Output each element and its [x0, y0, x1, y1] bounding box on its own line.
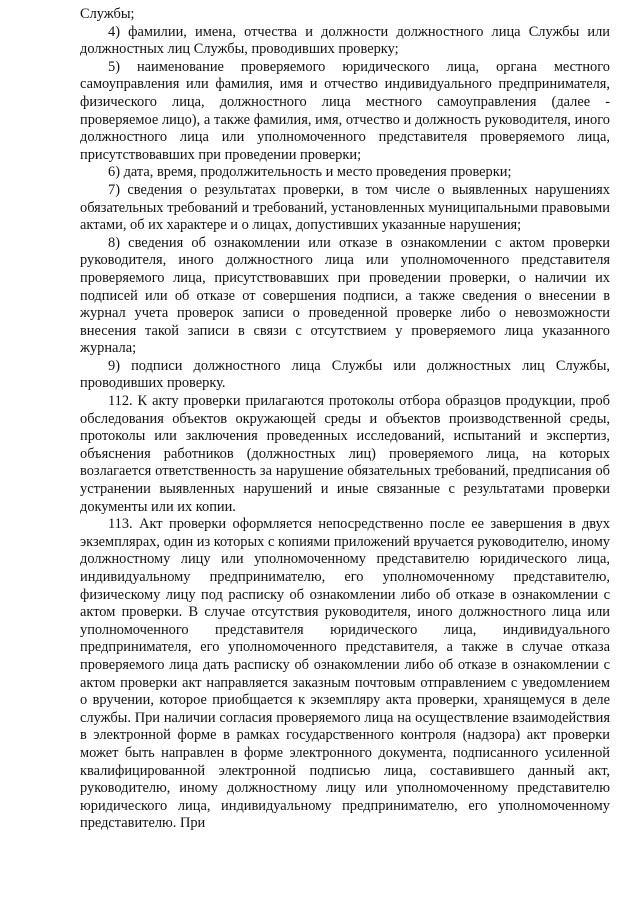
paragraph-clause-113: 113. Акт проверки оформляется непосредственно после ее завершения в двух экземплярах, один из которых с копиями приложений вручается руководителю, иному должностному лицу или уполномоченному представителю юридического лица, индивидуальному предпринимателю, его уполномоченному представителю, физическому лицу под расписку об ознакомлении либо об отказе в ознакомлении с актом проверки. В случае отсутствия руководителя, иного должностного лица или уполномоченного представителя юридического лица, индивидуального предпринимателя, его уполномоченного представителя, а также в случае отказа проверяемого лица дать расписку об ознакомлении либо об отказе в ознакомлении с актом проверки акт направляется заказным почтовым отправлением с уведомлением о вручении, которое приобщается к экземпляру акта проверки, хранящемуся в деле службы. При наличии согласия проверяемого лица на осуществление взаимодействия в электронной форме в рамках государственного контроля (надзора) акт проверки может быть направлен в форме электронного документа, подписанного усиленной квалифицированной электронной подписью лица, составившего данный акт, руководителю, иному должностному лицу или уполномоченному представителю юридического лица, индивидуальному предпринимателю, его уполномоченному представителю. При	[80, 516, 610, 832]
paragraph-item-6: 6) дата, время, продолжительность и место проведения проверки;	[108, 164, 512, 181]
paragraph-clause-112: 112. К акту проверки прилагаются протоколы отбора образцов продукции, проб обследования объектов окружающей среды и объектов производственной среды, протоколы или заключения проведенных исследований, испытаний и экспертиз, объяснения работников (должностных лиц) проверяемого лица, на которых возлагается ответственность за нарушение обязательных требований, предписания об устранении выявленных нарушений и иные связанные с результатами проверки документы или их копии.	[80, 393, 610, 515]
paragraph-item-9: 9) подписи должностного лица Службы или должностных лиц Службы, проводивших проверку.	[80, 357, 610, 392]
document-page	[80, 6, 610, 833]
paragraph-item-7: 7) сведения о результатах проверки, в том числе о выявленных нарушениях обязательных требований и требований, установленных муниципальными правовыми актами, об их характере и о лицах, допустивших указанные нарушения;	[80, 181, 610, 234]
paragraph-item-8: 8) сведения об ознакомлении или отказе в ознакомлении с актом проверки руководителя, иного должностного лица или уполномоченного представителя проверяемого лица, присутствовавших при проведении проверки, о наличии их подписей или об отказе от совершения подписи, а также сведения о внесении в журнал учета проверок записи о проведенной проверке либо о невозможности внесения такой записи в связи с отсутствием у проверяемого лица указанного журнала;	[80, 234, 610, 357]
paragraph-item-4: 4) фамилии, имена, отчества и должности должностного лица Службы или должностных лиц Службы, проводивших проверку;	[80, 23, 610, 58]
paragraph-services-end: Службы;	[80, 6, 135, 22]
paragraph-item-5: 5) наименование проверяемого юридического лица, органа местного самоуправления или фамилия, имя и отчество индивидуального предпринимателя, физического лица, должностного лица местного самоуправления (далее - проверяемое лицо), а также фамилия, имя, отчество и должность руководителя, иного должностного лица или уполномоченного представителя проверяемого лица, присутствовавших при проведении проверки;	[80, 58, 610, 163]
